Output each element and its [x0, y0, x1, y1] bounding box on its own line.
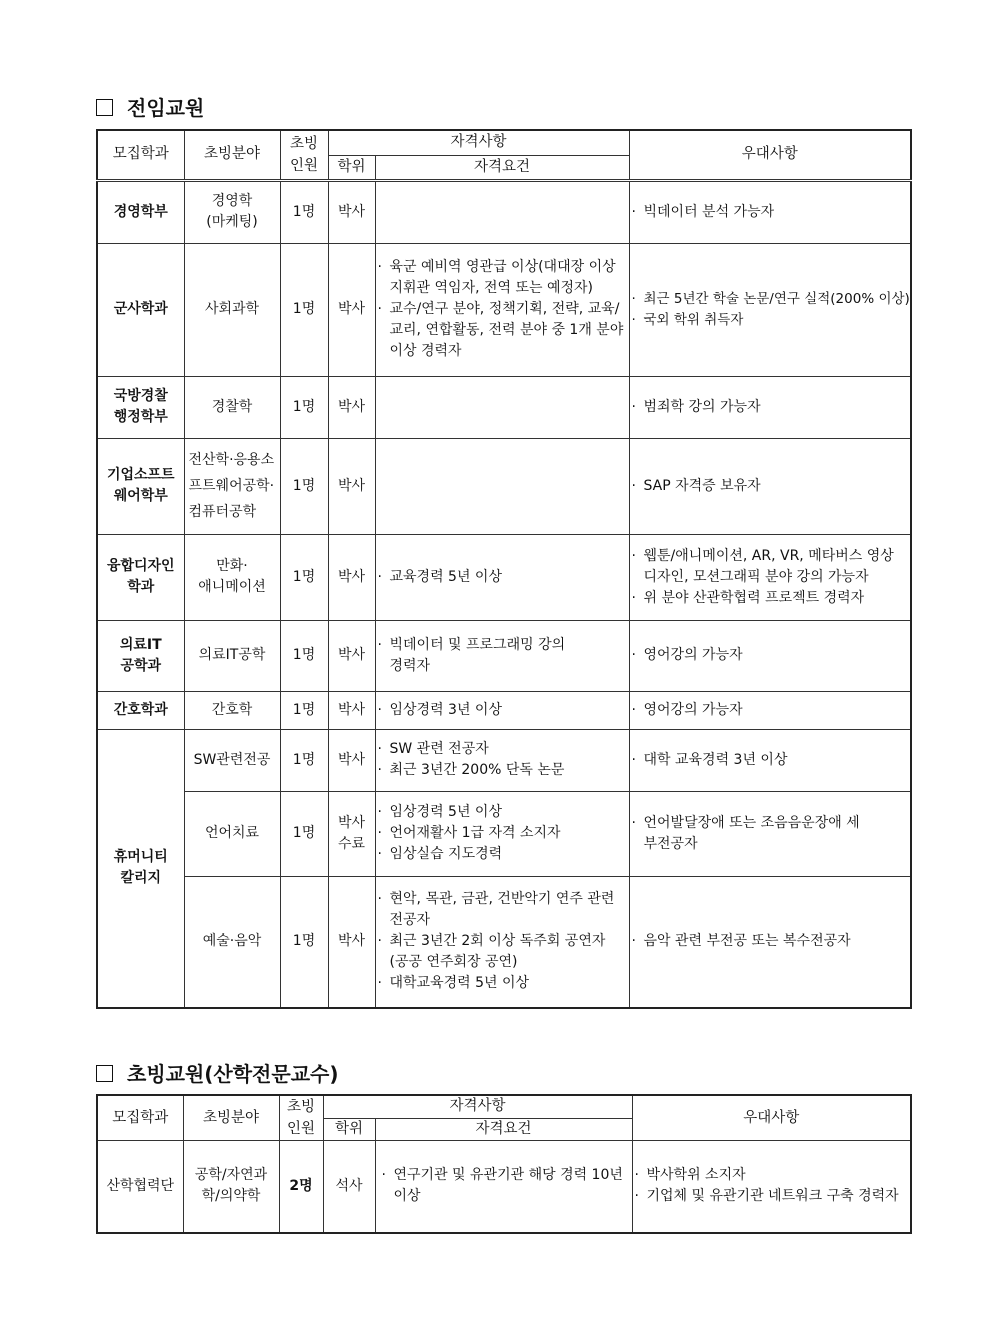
preference-cell: · 웹툰/애니메이션, AR, VR, 메타버스 영상 디자인, 모션그래픽 분야 강의 가능자 · 위 분야 산관학협력 프로젝트 경력자	[629, 534, 911, 620]
field-cell: 사회과학	[184, 243, 280, 376]
dept-cell: 융합디자인 학과	[97, 534, 184, 620]
dept-cell: 휴머니티 칼리지	[97, 729, 184, 1008]
dept-cell: 군사학과	[97, 243, 184, 376]
preference-cell: · 음악 관련 부전공 또는 복수전공자	[629, 876, 911, 1008]
count-cell: 1명	[280, 876, 328, 1008]
field-cell: 경찰학	[184, 376, 280, 438]
requirement-cell	[375, 438, 629, 534]
degree-cell: 박사	[328, 376, 375, 438]
count-cell: 1명	[280, 438, 328, 534]
header-preference: 우대사항	[632, 1095, 911, 1141]
requirement-cell: · 육군 예비역 영관급 이상(대대장 이상 지휘관 역임자, 전역 또는 예정자) · 교수/연구 분야, 정책기획, 전략, 교육/교리, 연합활동, 전력 분야 중 1개 분야 이상 경력자	[375, 243, 629, 376]
degree-cell: 박사	[328, 438, 375, 534]
header-dept: 모집학과	[97, 1095, 183, 1141]
header-dept: 모집학과	[97, 130, 184, 180]
degree-cell: 박사	[328, 243, 375, 376]
header-field: 초빙분야	[184, 130, 280, 180]
checkbox-square-icon	[96, 99, 113, 116]
preference-cell: · 영어강의 가능자	[629, 691, 911, 729]
preference-cell: · 영어강의 가능자	[629, 620, 911, 691]
requirement-cell: · 임상경력 3년 이상	[375, 691, 629, 729]
requirement-cell: · 임상경력 5년 이상 · 언어재활사 1급 자격 소지자 · 임상실습 지도경력	[375, 791, 629, 876]
preference-cell: · 언어발달장애 또는 조음음운장애 세부전공자	[629, 791, 911, 876]
count-cell: 1명	[280, 620, 328, 691]
dept-cell: 국방경찰 행정학부	[97, 376, 184, 438]
table-header-row	[97, 1095, 911, 1118]
header-qualification: 자격사항	[328, 130, 629, 155]
table-row	[97, 876, 911, 1008]
dept-cell: 간호학과	[97, 691, 184, 729]
field-cell: 예술·음악	[184, 876, 280, 1008]
table-row	[97, 180, 911, 243]
field-cell: SW관련전공	[184, 729, 280, 791]
count-cell: 1명	[280, 243, 328, 376]
field-cell: 만화· 애니메이션	[184, 534, 280, 620]
table-header-row	[97, 130, 911, 155]
preference-cell: · 범죄학 강의 가능자	[629, 376, 911, 438]
count-cell: 1명	[280, 180, 328, 243]
requirement-cell: · 교육경력 5년 이상	[375, 534, 629, 620]
preference-cell: · 빅데이터 분석 가능자	[629, 180, 911, 243]
table-row	[97, 376, 911, 438]
table-row	[97, 243, 911, 376]
preference-cell: · 대학 교육경력 3년 이상	[629, 729, 911, 791]
degree-cell: 박사	[328, 620, 375, 691]
dept-cell: 의료IT 공학과	[97, 620, 184, 691]
degree-cell: 박사	[328, 534, 375, 620]
header-degree: 학위	[323, 1118, 375, 1140]
preference-cell: · 최근 5년간 학술 논문/연구 실적(200% 이상) · 국외 학위 취득자	[629, 243, 911, 376]
count-cell: 1명	[280, 691, 328, 729]
table-row	[97, 438, 911, 534]
table-row	[97, 691, 911, 729]
field-cell: 언어치료	[184, 791, 280, 876]
dept-cell: 기업소프트 웨어학부	[97, 438, 184, 534]
field-cell: 공학/자연과학/의약학	[183, 1141, 279, 1233]
fulltime-faculty-table	[96, 129, 912, 1009]
degree-cell: 박사	[328, 876, 375, 1008]
field-cell: 의료IT공학	[184, 620, 280, 691]
table-row	[97, 791, 911, 876]
dept-cell: 산학협력단	[97, 1141, 183, 1233]
header-count: 초빙 인원	[279, 1095, 323, 1141]
requirement-cell: · SW 관련 전공자 · 최근 3년간 200% 단독 논문	[375, 729, 629, 791]
header-count: 초빙 인원	[280, 130, 328, 180]
count-cell: 2명	[279, 1141, 323, 1233]
field-cell: 간호학	[184, 691, 280, 729]
table-row	[97, 729, 911, 791]
preference-cell: · 박사학위 소지자 · 기업체 및 유관기관 네트워크 구축 경력자	[632, 1141, 911, 1233]
header-preference: 우대사항	[629, 130, 911, 180]
industry-professor-table	[96, 1094, 912, 1234]
requirement-cell: · 빅데이터 및 프로그래밍 강의 경력자	[375, 620, 629, 691]
requirement-cell	[375, 376, 629, 438]
table-row	[97, 620, 911, 691]
requirement-cell	[375, 180, 629, 243]
count-cell: 1명	[280, 534, 328, 620]
degree-cell: 박사	[328, 729, 375, 791]
header-requirement: 자격요건	[375, 155, 629, 180]
dept-cell: 경영학부	[97, 180, 184, 243]
requirement-cell: · 연구기관 및 유관기관 해당 경력 10년 이상	[375, 1141, 632, 1233]
header-requirement: 자격요건	[375, 1118, 632, 1140]
checkbox-square-icon	[96, 1065, 113, 1082]
header-qualification: 자격사항	[323, 1095, 632, 1118]
degree-cell: 박사	[328, 691, 375, 729]
field-cell: 경영학 (마케팅)	[184, 180, 280, 243]
degree-cell: 박사	[328, 180, 375, 243]
preference-cell: · SAP 자격증 보유자	[629, 438, 911, 534]
header-degree: 학위	[328, 155, 375, 180]
field-cell: 전산학·응용소프트웨어공학·컴퓨터공학	[184, 438, 280, 534]
header-field: 초빙분야	[183, 1095, 279, 1141]
table-row	[97, 534, 911, 620]
count-cell: 1명	[280, 791, 328, 876]
requirement-cell: · 현악, 목관, 금관, 건반악기 연주 관련 전공자 · 최근 3년간 2회 이상 독주회 공연자 (공공 연주회장 공연) · 대학교육경력 5년 이상	[375, 876, 629, 1008]
degree-cell: 석사	[323, 1141, 375, 1233]
count-cell: 1명	[280, 376, 328, 438]
section-title-industry: 초빙교원(산학전문교수)	[96, 1058, 338, 1087]
count-cell: 1명	[280, 729, 328, 791]
section-title-fulltime: 전임교원	[96, 92, 204, 121]
table-row	[97, 1141, 911, 1233]
degree-cell: 박사 수료	[328, 791, 375, 876]
